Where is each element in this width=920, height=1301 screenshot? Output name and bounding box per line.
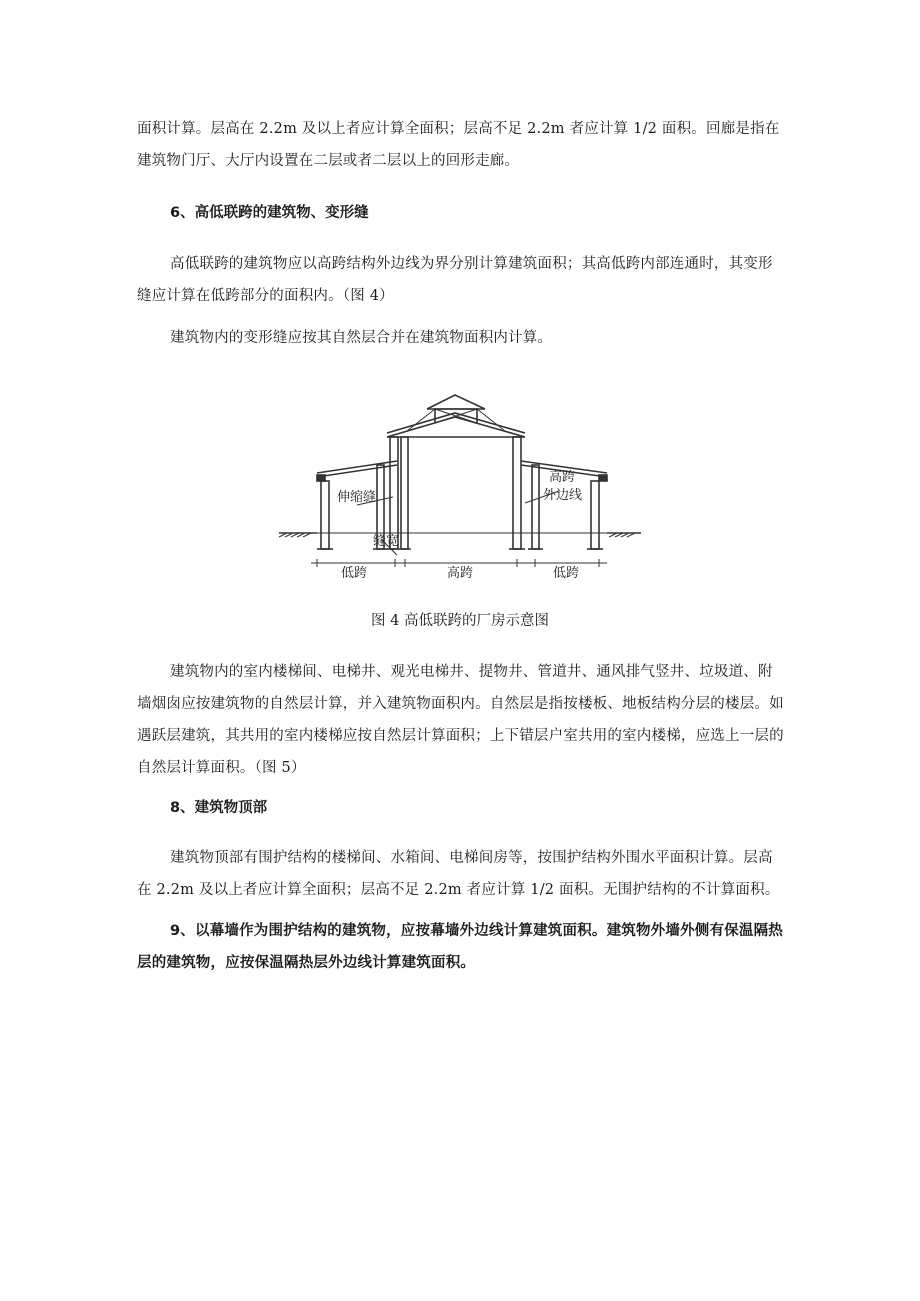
intro-paragraph: 面积计算。层高在 2.2m 及以上者应计算全面积；层高不足 2.2m 者应计算 1/2 面积。回廊是指在建筑物门厅、大厅内设置在二层或者二层以上的回形走廊。	[137, 121, 780, 169]
label-low-span-right: 低跨	[553, 566, 580, 579]
section-6-paragraph-2: 建筑物内的变形缝应按其自然层合并在建筑物面积内计算。	[170, 330, 553, 346]
label-high-span-outer-line-1: 高跨	[549, 470, 576, 485]
section-9-paragraph: 9、以幕墙作为围护结构的建筑物，应按幕墙外边线计算建筑面积。建筑物外墙外侧有保温隔热层的建筑物，应按保温隔热层外边线计算建筑面积。	[137, 923, 783, 971]
section-6-paragraph-1: 高低联跨的建筑物应以高跨结构外边线为界分别计算建筑面积；其高低跨内部连通时，其变形缝应计算在低跨部分的面积内。（图 4）	[137, 256, 773, 304]
label-expansion-joint: 伸缩缝	[337, 490, 377, 505]
label-low-span-left: 低跨	[341, 566, 368, 579]
section-6-heading: 6、高低联跨的建筑物、变形缝	[170, 205, 369, 221]
figure-caption: 图 4 高低联跨的厂房示意图	[371, 613, 549, 629]
section-7-paragraph: 建筑物内的室内楼梯间、电梯井、观光电梯井、提物井、管道井、通风排气竖井、垃圾道、附墙烟囱应按建筑物的自然层计算，并入建筑物面积内。自然层是指按楼板、地板结构分层的楼层。如遇跃层建筑，其共用的室内楼梯应按自然层计算面积；上下错层户室共用的室内楼梯，应选上一层的自然层计算面积。（图 5）	[137, 664, 784, 776]
section-8-paragraph: 建筑物顶部有围护结构的楼梯间、水箱间、电梯间房等，按围护结构外围水平面积计算。层高在 2.2m 及以上者应计算全面积；层高不足 2.2m 者应计算 1/2 面积。无围护结构的不计算面积。	[137, 850, 780, 898]
label-joint-width: 缝宽	[373, 534, 400, 549]
label-high-span: 高跨	[447, 566, 474, 579]
section-8-heading: 8、建筑物顶部	[170, 800, 268, 816]
high-low-span-factory-diagram	[277, 387, 643, 579]
label-high-span-outer-line-2: 外边线	[543, 488, 583, 503]
